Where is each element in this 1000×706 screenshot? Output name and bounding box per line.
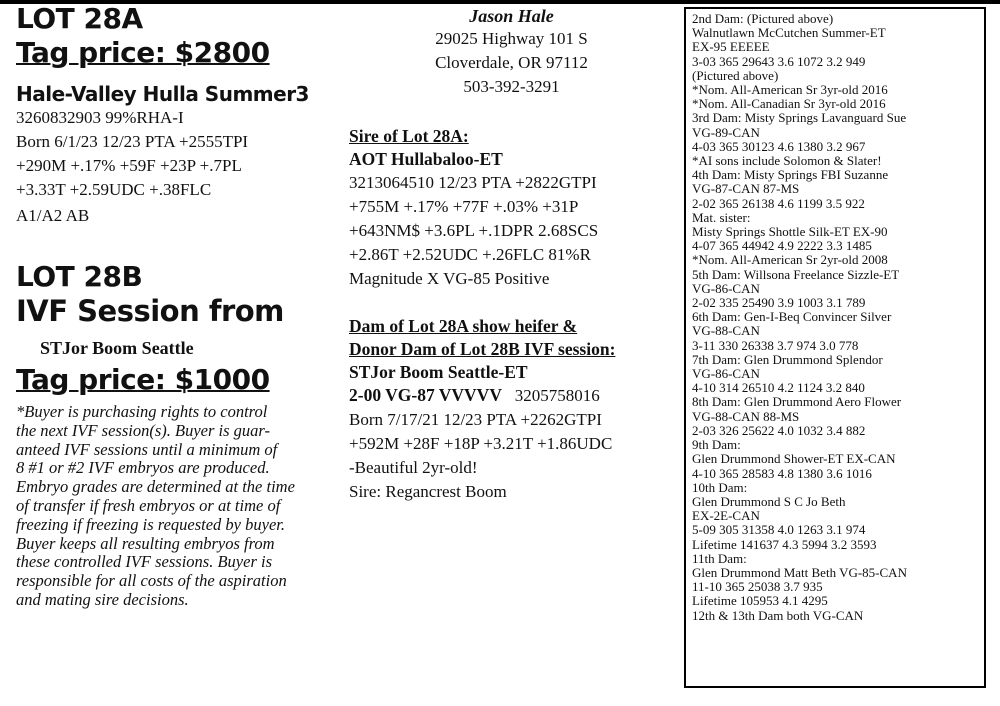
pedigree-line: VG-88-CAN <box>692 323 760 339</box>
dam-id: 3205758016 <box>514 386 600 405</box>
pedigree-line: Glen Drummond Matt Beth VG-85-CAN <box>692 564 907 580</box>
pedigree-column <box>349 0 674 504</box>
pedigree-line: 4-10 314 26510 4.2 1124 3.2 840 <box>692 380 865 396</box>
pedigree-line: *Nom. All-Canadian Sr 3yr-old 2016 <box>692 96 886 112</box>
dam-heading: Dam of Lot 28A show heifer & <box>349 316 578 336</box>
consignor-name: Jason Hale <box>469 6 554 26</box>
lot28a-line: +290M +.17% +59F +23P +.7PL <box>16 156 242 175</box>
pedigree-line: 6th Dam: Gen-I-Beq Convincer Silver <box>692 309 892 325</box>
lot28b-terms <box>16 403 346 610</box>
pedigree-line: EX-95 EEEEE <box>692 39 770 55</box>
terms-line: of transfer if fresh embryos or at time of <box>16 495 281 515</box>
pedigree-line: VG-87-CAN 87-MS <box>692 181 800 197</box>
pedigree-line: Glen Drummond Shower-ET EX-CAN <box>692 451 896 467</box>
dam-line: +592M +28F +18P +3.21T +1.86UDC <box>349 434 613 453</box>
pedigree-line: 4-03 365 30123 4.6 1380 3.2 967 <box>692 138 866 154</box>
terms-line: responsible for all costs of the aspiration <box>16 571 287 591</box>
pedigree-line: 5th Dam: Willsona Freelance Sizzle-ET <box>692 266 900 282</box>
sire-line: +643NM$ +3.6PL +.1DPR 2.68SCS <box>349 221 599 240</box>
maternal-pedigree-box <box>684 7 986 688</box>
lot28b-subtitle: IVF Session from <box>16 294 284 328</box>
pedigree-line: 4-07 365 44942 4.9 2222 3.3 1485 <box>692 238 872 254</box>
pedigree-line: *Nom. All-American Sr 2yr-old 2008 <box>692 252 888 268</box>
terms-line: *Buyer is purchasing rights to control <box>16 402 268 421</box>
sire-line: Magnitude X VG-85 Positive <box>349 269 550 288</box>
consignor-block <box>349 6 674 99</box>
lot28a-line: Born 6/1/23 12/23 PTA +2555TPI <box>16 132 249 151</box>
terms-line: 8 #1 or #2 IVF embryos are produced. <box>16 458 270 478</box>
pedigree-line: *Nom. All-American Sr 3yr-old 2016 <box>692 82 888 98</box>
pedigree-line: 8th Dam: Glen Drummond Aero Flower <box>692 394 902 410</box>
lot28a-price: Tag price: $2800 <box>16 36 270 69</box>
pedigree-line: 2-02 365 26138 4.6 1199 3.5 922 <box>692 195 865 211</box>
pedigree-line: Lifetime 105953 4.1 4295 <box>692 593 828 609</box>
pedigree-line: (Pictured above) <box>692 67 779 83</box>
pedigree-line: VG-86-CAN <box>692 280 760 296</box>
dam-line: Sire: Regancrest Boom <box>349 482 507 501</box>
pedigree-line: 12th & 13th Dam both VG-CAN <box>692 607 864 623</box>
pedigree-line: Walnutlawn McCutchen Summer-ET <box>692 25 886 41</box>
sire-line: +755M +.17% +77F +.03% +31P <box>349 197 579 216</box>
pedigree-line: Mat. sister: <box>692 209 751 225</box>
sire-block <box>349 125 674 291</box>
lot28b-title: LOT 28B <box>16 260 143 293</box>
dam-block <box>349 315 674 504</box>
pedigree-line: 3-03 365 29643 3.6 1072 3.2 949 <box>692 53 866 69</box>
pedigree-line: 4th Dam: Misty Springs FBI Suzanne <box>692 167 889 183</box>
terms-line: Buyer keeps all resulting embryos from <box>16 533 275 553</box>
lot28a-line: 3260832903 99%RHA-I <box>16 108 184 127</box>
lot28a-animal-name: Hale-Valley Hulla Summer3 <box>16 82 309 106</box>
pedigree-line: 3rd Dam: Misty Springs Lavanguard Sue <box>692 110 907 126</box>
lot28b-donor-name: STJor Boom Seattle <box>40 338 194 358</box>
pedigree-line: 10th Dam: <box>692 479 748 495</box>
consignor-city: Cloverdale, OR 97112 <box>435 53 588 72</box>
pedigree-line: VG-88-CAN 88-MS <box>692 408 800 424</box>
pedigree-line: 4-10 365 28583 4.8 1380 3.6 1016 <box>692 465 872 481</box>
pedigree-line: 2-03 326 25622 4.0 1032 3.4 882 <box>692 422 866 438</box>
pedigree-line: 7th Dam: Glen Drummond Splendor <box>692 351 883 367</box>
lot28a-title: LOT 28A <box>16 2 143 35</box>
pedigree-line: VG-89-CAN <box>692 124 760 140</box>
pedigree-line: 11-10 365 25038 3.7 935 <box>692 579 823 595</box>
lot28b-price: Tag price: $1000 <box>16 363 270 396</box>
sire-line: 3213064510 12/23 PTA +2822GTPI <box>349 173 597 192</box>
terms-line: freezing if freezing is requested by buyer. <box>16 514 285 534</box>
dam-line: -Beautiful 2yr-old! <box>349 458 478 477</box>
pedigree-line: 2nd Dam: (Pictured above) <box>692 11 834 26</box>
dam-name: STJor Boom Seattle-ET <box>349 362 528 382</box>
pedigree-line: *AI sons include Solomon & Slater! <box>692 153 882 169</box>
pedigree-line: 3-11 330 26338 3.7 974 3.0 778 <box>692 337 859 353</box>
pedigree-line: 11th Dam: <box>692 550 747 566</box>
sire-line: +2.86T +2.52UDC +.26FLC 81%R <box>349 245 591 264</box>
terms-line: Embryo grades are determined at the time <box>16 477 295 497</box>
pedigree-line: 5-09 305 31358 4.0 1263 3.1 974 <box>692 522 866 538</box>
consignor-address: 29025 Highway 101 S <box>435 29 588 48</box>
terms-line: anteed IVF sessions until a minimum of <box>16 439 278 459</box>
pedigree-line: Lifetime 141637 4.3 5994 3.2 3593 <box>692 536 877 552</box>
consignor-phone: 503-392-3291 <box>463 77 560 96</box>
pedigree-line: 2-02 335 25490 3.9 1003 3.1 789 <box>692 295 866 311</box>
pedigree-line: Misty Springs Shottle Silk-ET EX-90 <box>692 224 888 240</box>
pedigree-line: VG-86-CAN <box>692 366 760 382</box>
pedigree-line: EX-2E-CAN <box>692 508 760 524</box>
lot28a-line: A1/A2 AB <box>16 206 90 225</box>
lot28a-line: +3.33T +2.59UDC +.38FLC <box>16 180 212 199</box>
lot-column <box>16 0 346 610</box>
dam-score: 2-00 VG-87 VVVVV <box>349 385 502 405</box>
pedigree-line: 9th Dam: <box>692 437 741 453</box>
dam-line: Born 7/17/21 12/23 PTA +2262GTPI <box>349 410 602 429</box>
sire-name: AOT Hullabaloo-ET <box>349 149 503 169</box>
terms-line: and mating sire decisions. <box>16 589 189 609</box>
sire-heading: Sire of Lot 28A: <box>349 126 469 146</box>
terms-line: these controlled IVF sessions. Buyer is <box>16 552 273 572</box>
dam-heading: Donor Dam of Lot 28B IVF session: <box>349 339 616 359</box>
terms-line: the next IVF session(s). Buyer is guar- <box>16 420 270 440</box>
pedigree-line: Glen Drummond S C Jo Beth <box>692 493 846 509</box>
